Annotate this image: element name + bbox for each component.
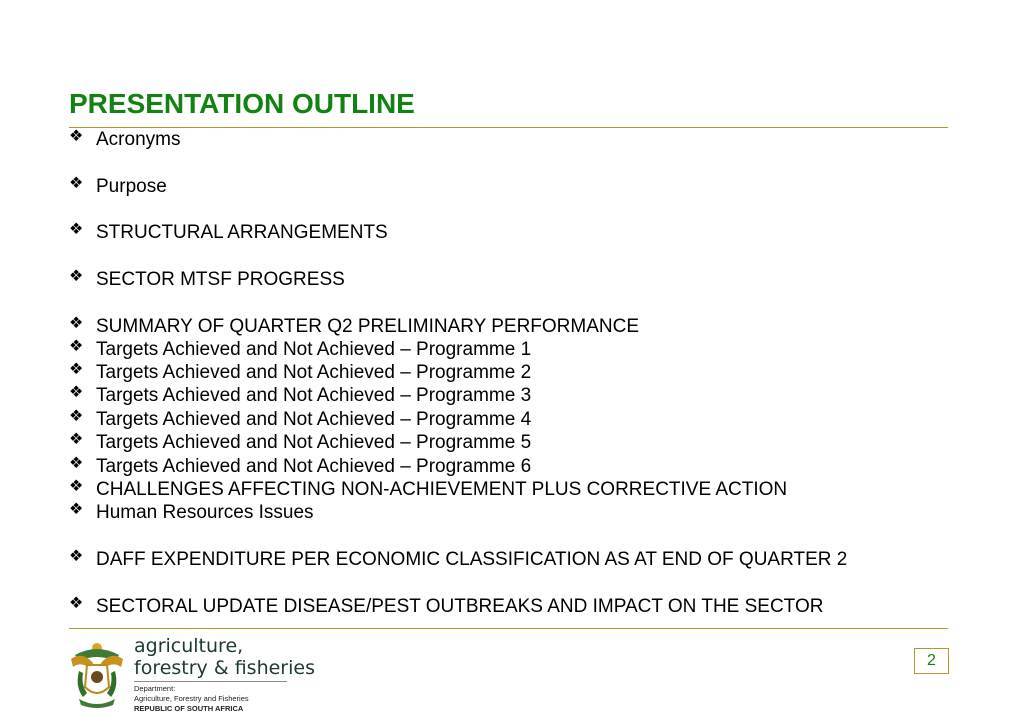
outline-item-text: Targets Achieved and Not Achieved – Programme 4 [96,408,532,430]
slide-title: PRESENTATION OUTLINE [69,88,415,119]
outline-item-text: Human Resources Issues [96,501,314,523]
diamond-bullet-icon: ❖ [69,407,84,425]
department-name: Agriculture, Forestry and Fisheries [134,694,249,703]
diamond-bullet-icon: ❖ [69,220,84,238]
title-divider [69,127,948,128]
diamond-bullet-icon: ❖ [69,337,84,355]
outline-item-text: SECTORAL UPDATE DISEASE/PEST OUTBREAKS AND IMPACT ON THE SECTOR [96,595,824,617]
outline-item-text: DAFF EXPENDITURE PER ECONOMIC CLASSIFICATION AS AT END OF QUARTER 2 [96,548,848,570]
outline-item [69,175,167,198]
outline-item [69,431,531,454]
diamond-bullet-icon: ❖ [69,383,84,401]
outline-item-text: CHALLENGES AFFECTING NON-ACHIEVEMENT PLUS CORRECTIVE ACTION [96,478,788,500]
diamond-bullet-icon: ❖ [69,500,84,518]
logo-divider [134,681,287,682]
diamond-bullet-icon: ❖ [69,547,84,565]
outline-item [69,384,531,407]
coat-of-arms-icon [69,641,125,709]
diamond-bullet-icon: ❖ [69,454,84,472]
diamond-bullet-icon: ❖ [69,477,84,495]
logo-line-2: forestry & fisheries [134,657,315,679]
department-label: Department: [134,684,176,693]
diamond-bullet-icon: ❖ [69,594,84,612]
outline-item-text: SECTOR MTSF PROGRESS [96,268,345,290]
diamond-bullet-icon: ❖ [69,174,84,192]
outline-item-text: Targets Achieved and Not Achieved – Programme 3 [96,384,532,406]
outline-item-text: Purpose [96,175,167,197]
outline-item [69,501,314,524]
outline-item [69,408,531,431]
diamond-bullet-icon: ❖ [69,127,84,145]
outline-item-text: SUMMARY OF QUARTER Q2 PRELIMINARY PERFORMANCE [96,315,640,337]
outline-item-text: Targets Achieved and Not Achieved – Programme 5 [96,431,532,453]
outline-item [69,478,787,501]
outline-item [69,548,847,571]
outline-item-text: STRUCTURAL ARRANGEMENTS [96,221,388,243]
outline-item [69,315,639,338]
country-name: REPUBLIC OF SOUTH AFRICA [134,704,244,713]
outline-item-text: Acronyms [96,128,181,150]
department-logo [134,635,315,714]
outline-item [69,268,345,291]
outline-item-text: Targets Achieved and Not Achieved – Programme 2 [96,361,532,383]
outline-item-text: Targets Achieved and Not Achieved – Programme 6 [96,455,532,477]
logo-line-1: agriculture, [134,635,244,657]
outline-item [69,338,531,361]
outline-item [69,455,531,478]
diamond-bullet-icon: ❖ [69,314,84,332]
outline-item [69,128,180,151]
outline-item [69,595,823,618]
diamond-bullet-icon: ❖ [69,360,84,378]
diamond-bullet-icon: ❖ [69,430,84,448]
diamond-bullet-icon: ❖ [69,267,84,285]
footer-divider [69,628,948,629]
outline-item [69,221,388,244]
page-number: 2 [914,648,949,674]
outline-item [69,361,531,384]
outline-item-text: Targets Achieved and Not Achieved – Programme 1 [96,338,532,360]
